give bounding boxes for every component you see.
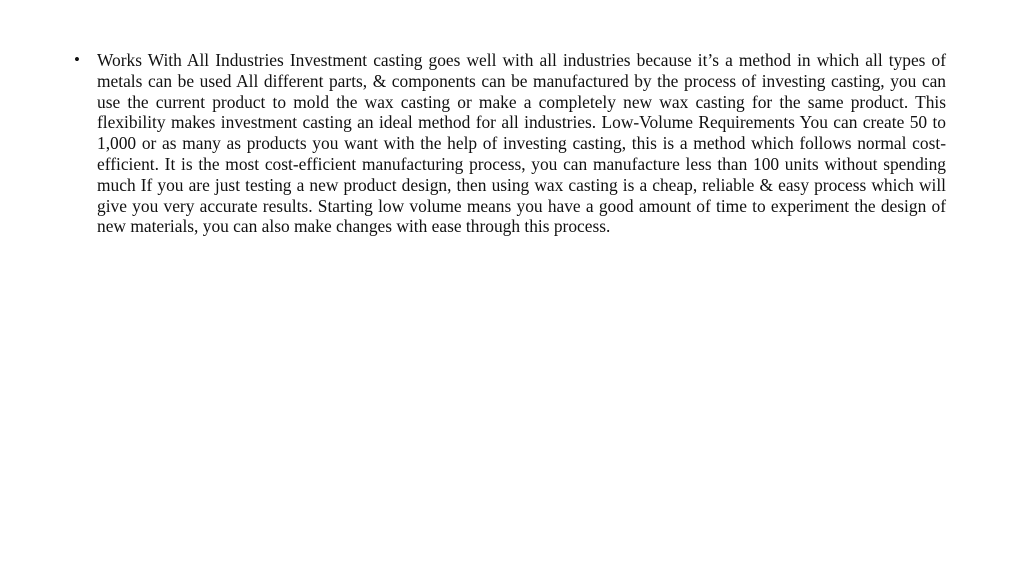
bullet-list	[72, 50, 946, 237]
bullet-text: Works With All Industries Investment casting goes well with all industries because it’s a method in which all types of metals can be used All different parts, & components can be manufactured by the process of investing casting, you can use the current product to mold the wax casting or make a completely new wax casting for the same product. This flexibility makes investment casting an ideal method for all industries. Low-Volume Requirements You can create 50 to 1,000 or as many as products you want with the help of investing casting, this is a method which follows normal cost-efficient. It is the most cost-efficient manufacturing process, you can manufacture less than 100 units without spending much If you are just testing a new product design, then using wax casting is a cheap, reliable & easy process which will give you very accurate results. Starting low volume means you have a good amount of time to experiment the design of new materials, you can also make changes with ease through this process.	[97, 50, 946, 237]
bullet-item	[72, 50, 946, 237]
bullet-icon: •	[74, 50, 80, 69]
